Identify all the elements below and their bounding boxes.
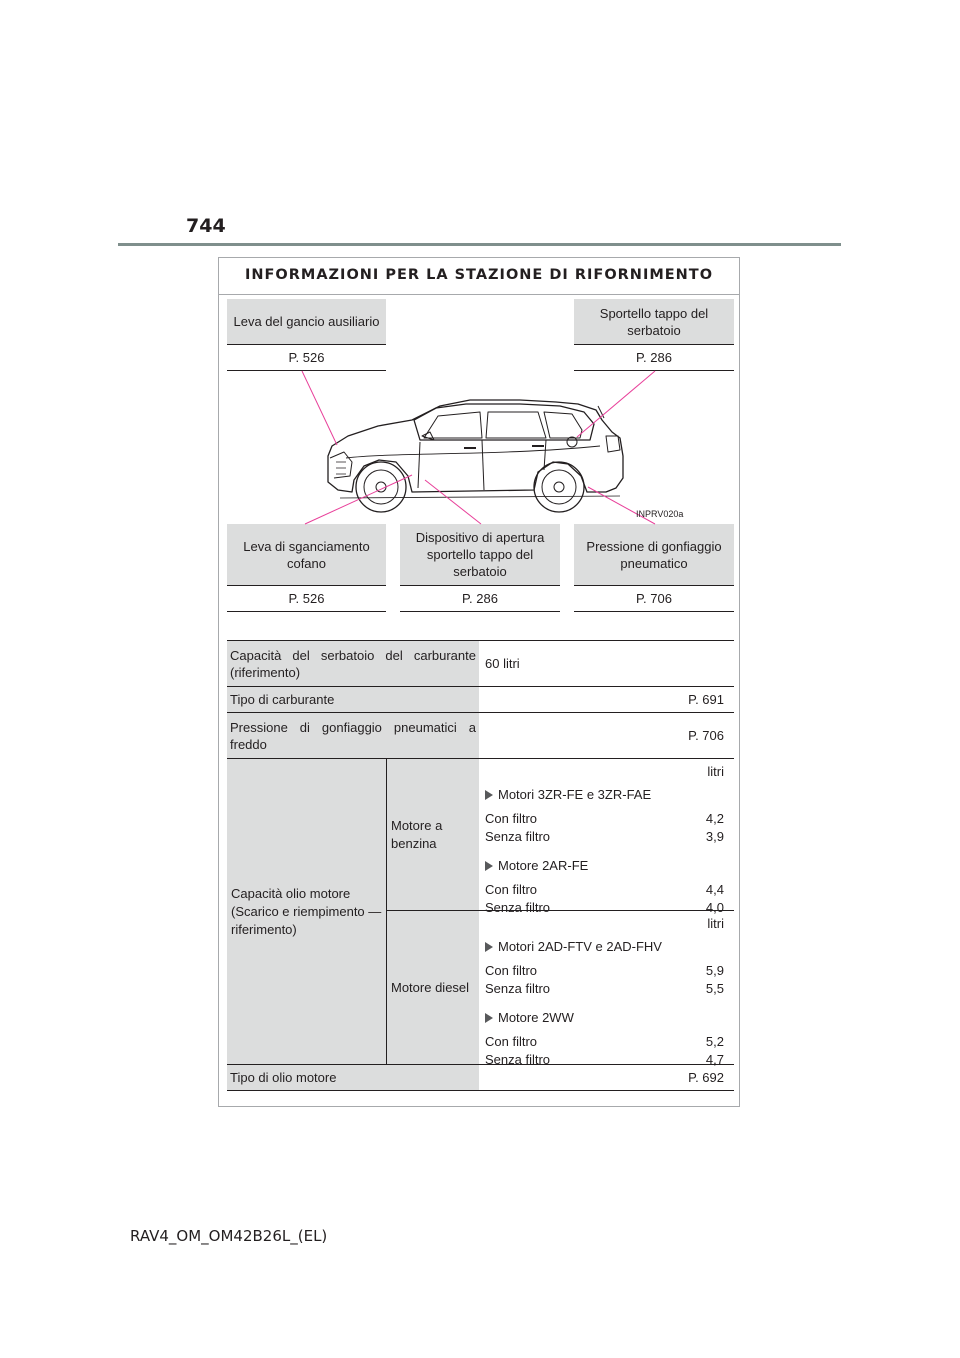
engine-heading	[485, 1009, 724, 1027]
oil-type-label: Tipo di olio motore	[230, 1070, 337, 1085]
triangle-bullet-icon	[485, 790, 493, 800]
engine-heading	[485, 938, 724, 956]
petrol-engine-label: Motore a benzina	[391, 817, 443, 851]
engine-name: Motori 3ZR-FE e 3ZR-FAE	[498, 787, 652, 802]
oil-line-label: Senza filtro	[485, 829, 551, 844]
table-row-tank-capacity	[227, 640, 734, 686]
header-rule	[118, 243, 841, 246]
callout-label: Dispositivo di apertura sportello tappo del serbatoio	[415, 530, 545, 579]
oil-line	[485, 1033, 724, 1051]
page-number: 744	[186, 215, 226, 237]
triangle-bullet-icon	[485, 942, 493, 952]
callout-label: Leva del gancio ausiliario	[233, 314, 380, 329]
oil-line-value: 4,2	[705, 811, 724, 826]
oil-line-label: Senza filtro	[485, 981, 551, 996]
oil-line-value: 4,4	[705, 882, 724, 897]
cell-label	[227, 641, 479, 686]
callout-label: Pressione di gonfiaggio pneumatico	[586, 538, 722, 571]
oil-line-label: Con filtro	[485, 963, 538, 978]
triangle-bullet-icon	[485, 861, 493, 871]
triangle-bullet-icon	[485, 1013, 493, 1023]
callout-fuel-door	[574, 299, 734, 345]
oil-line-value: 5,2	[705, 1034, 724, 1049]
diesel-engine-label: Motore diesel	[391, 979, 470, 995]
oil-line-value: 4,7	[705, 1052, 724, 1067]
petrol-unit: litri	[707, 764, 724, 779]
table-row-oil-type	[227, 1064, 734, 1091]
oil-line-value: 5,9	[705, 963, 724, 978]
cell-label	[227, 713, 479, 758]
diesel-unit: litri	[707, 916, 724, 931]
cell-label	[227, 759, 386, 1064]
box-title: INFORMAZIONI PER LA STAZIONE DI RIFORNIMENTO	[219, 258, 739, 295]
callout-ref: P. 526	[227, 586, 386, 612]
tank-capacity-value: 60 litri	[485, 656, 520, 671]
oil-line-label: Con filtro	[485, 1034, 538, 1049]
table-row-fuel-type	[227, 686, 734, 712]
oil-line-label: Con filtro	[485, 882, 538, 897]
oil-line-value: 5,5	[705, 981, 724, 996]
oil-capacity-label: Capacità olio motore (Scarico e riempimento — riferimento)	[231, 885, 382, 937]
oil-line	[485, 828, 724, 846]
oil-line-label: Senza filtro	[485, 900, 551, 915]
callout-tire-pressure	[574, 524, 734, 586]
engine-heading	[485, 786, 724, 804]
oil-line-value: 4,0	[705, 900, 724, 915]
engine-name: Motore 2AR-FE	[498, 858, 589, 873]
callout-fuel-door-opener	[400, 524, 560, 586]
callout-label: Sportello tappo del serbatoio	[599, 305, 709, 338]
callout-ref: P. 286	[400, 586, 560, 612]
oil-line-label: Con filtro	[485, 811, 538, 826]
callout-ref: P. 706	[574, 586, 734, 612]
cell-label	[227, 1065, 479, 1090]
callout-ref: P. 526	[227, 345, 386, 371]
callout-auxiliary-catch-lever	[227, 299, 386, 345]
cell-value	[479, 1065, 734, 1090]
table-row-oil-capacity	[227, 758, 734, 1067]
diesel-oil-values	[479, 915, 734, 1069]
table-row-tire-pressure	[227, 712, 734, 758]
engine-name: Motore 2WW	[498, 1010, 574, 1025]
engine-name: Motori 2AD-FTV e 2AD-FHV	[498, 939, 662, 954]
oil-line-label: Senza filtro	[485, 1052, 551, 1067]
petrol-engine-label-cell	[387, 759, 479, 910]
cell-value	[479, 687, 734, 712]
figure-code: INPRV020a	[636, 509, 684, 519]
fuel-type-value: P. 691	[688, 692, 724, 707]
oil-line-value: 3,9	[705, 829, 724, 844]
cell-value	[479, 641, 734, 686]
cell-value	[479, 713, 734, 758]
cell-label	[227, 687, 479, 712]
diesel-engine-label-cell	[387, 911, 479, 1064]
oil-line	[485, 980, 724, 998]
callout-label: Leva di sganciamento cofano	[243, 538, 370, 571]
tire-pressure-label: Pressione di gonfiaggio pneumatici a freddo	[230, 719, 476, 752]
oil-line	[485, 962, 724, 980]
tire-pressure-value: P. 706	[688, 728, 724, 743]
tank-capacity-label: Capacità del serbatoio del carburante (riferimento)	[230, 647, 476, 680]
oil-type-value: P. 692	[688, 1070, 724, 1085]
document-footer: RAV4_OM_OM42B26L_(EL)	[130, 1227, 328, 1245]
petrol-oil-values	[479, 763, 734, 917]
oil-line	[485, 881, 724, 899]
callout-hood-release-lever	[227, 524, 386, 586]
callout-ref: P. 286	[574, 345, 734, 371]
engine-heading	[485, 857, 724, 875]
fuel-type-label: Tipo di carburante	[230, 692, 335, 707]
oil-line	[485, 810, 724, 828]
